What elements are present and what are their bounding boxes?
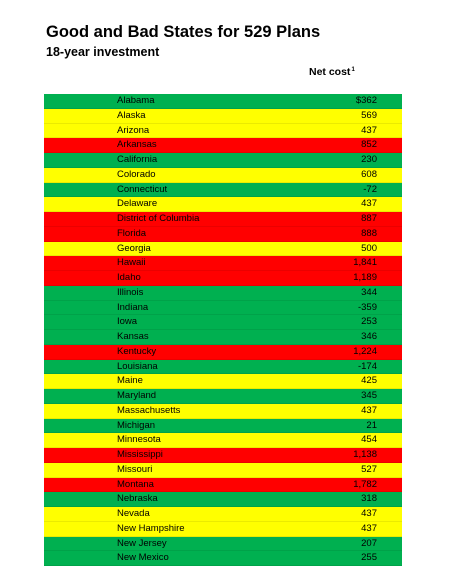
net-cost-cell: 888 xyxy=(361,227,377,239)
page-title: Good and Bad States for 529 Plans xyxy=(46,23,321,41)
net-cost-cell: 437 xyxy=(361,508,377,519)
table-row xyxy=(44,522,402,537)
net-cost-cell: 21 xyxy=(366,419,377,431)
net-cost-cell: 500 xyxy=(361,242,377,254)
state-name-cell: California xyxy=(117,154,158,165)
net-cost-cell: 1,138 xyxy=(353,449,377,460)
net-cost-cell: 608 xyxy=(361,168,377,180)
state-name-cell: Kansas xyxy=(117,331,149,342)
table-row xyxy=(44,109,402,124)
table-row xyxy=(44,301,402,316)
table-row xyxy=(44,330,402,345)
state-name-cell: Maine xyxy=(117,375,143,387)
state-name-cell: Nevada xyxy=(117,508,150,519)
table-row xyxy=(44,271,402,286)
table-row xyxy=(44,419,402,434)
table-row xyxy=(44,138,402,153)
state-name-cell: Idaho xyxy=(117,272,141,283)
net-cost-header-label: Net cost xyxy=(309,66,351,78)
table-row xyxy=(44,124,402,139)
net-cost-cell: 345 xyxy=(361,390,377,401)
net-cost-cell: 437 xyxy=(361,198,377,210)
state-name-cell: Mississippi xyxy=(117,449,163,460)
table-row xyxy=(44,94,402,109)
table-row xyxy=(44,242,402,257)
state-name-cell: Arkansas xyxy=(117,139,157,151)
state-name-cell: Missouri xyxy=(117,463,153,475)
table-row xyxy=(44,168,402,183)
state-name-cell: Illinois xyxy=(117,286,144,298)
net-cost-cell: 346 xyxy=(361,331,377,342)
table-row xyxy=(44,507,402,522)
net-cost-cell: 437 xyxy=(361,124,377,136)
net-cost-cell: 255 xyxy=(361,552,377,564)
table-row xyxy=(44,551,402,566)
net-cost-cell: 569 xyxy=(361,109,377,121)
state-name-cell: Maryland xyxy=(117,390,157,401)
state-name-cell: Georgia xyxy=(117,242,151,254)
state-name-cell: Delaware xyxy=(117,198,158,210)
table-row xyxy=(44,478,402,493)
net-cost-column-header xyxy=(309,66,355,78)
net-cost-cell: 437 xyxy=(361,404,377,416)
state-name-cell: Montana xyxy=(117,478,154,490)
net-cost-cell: 1,782 xyxy=(353,478,377,490)
net-cost-cell: -174 xyxy=(357,360,377,372)
state-name-cell: Louisiana xyxy=(117,360,158,372)
net-cost-cell: 1,841 xyxy=(353,257,377,269)
table-row xyxy=(44,345,402,360)
table-row xyxy=(44,374,402,389)
table-row xyxy=(44,197,402,212)
net-cost-cell: 852 xyxy=(361,139,377,151)
footnote-marker: 1 xyxy=(351,66,355,73)
net-cost-cell: 230 xyxy=(361,154,377,165)
net-cost-cell: -72 xyxy=(363,183,377,195)
net-cost-cell: 425 xyxy=(361,375,377,387)
state-name-cell: Colorado xyxy=(117,168,156,180)
table-row xyxy=(44,227,402,242)
net-cost-cell: 253 xyxy=(361,316,377,328)
state-name-cell: Minnesota xyxy=(117,434,161,446)
net-cost-cell: 454 xyxy=(361,434,377,446)
state-name-cell: Kentucky xyxy=(117,345,157,357)
state-name-cell: Arizona xyxy=(117,124,150,136)
net-cost-cell: $362 xyxy=(355,95,377,106)
net-cost-table xyxy=(44,94,402,566)
state-name-cell: Alaska xyxy=(117,109,146,121)
net-cost-cell: 1,224 xyxy=(353,345,377,357)
state-name-cell: Connecticut xyxy=(117,183,168,195)
state-name-cell: Iowa xyxy=(117,316,138,328)
net-cost-cell: -359 xyxy=(357,301,377,313)
state-name-cell: Nebraska xyxy=(117,493,158,505)
table-row xyxy=(44,389,402,404)
table-row xyxy=(44,537,402,552)
table-row xyxy=(44,360,402,375)
table-row xyxy=(44,404,402,419)
table-row xyxy=(44,315,402,330)
state-name-cell: Michigan xyxy=(117,419,156,431)
table-row xyxy=(44,212,402,227)
table-row xyxy=(44,448,402,463)
net-cost-cell: 887 xyxy=(361,213,377,224)
state-name-cell: Alabama xyxy=(117,95,155,106)
net-cost-cell: 1,189 xyxy=(353,272,377,283)
net-cost-cell: 318 xyxy=(361,493,377,505)
state-name-cell: New Hampshire xyxy=(117,522,185,534)
table-row xyxy=(44,433,402,448)
state-name-cell: New Mexico xyxy=(117,552,169,564)
state-name-cell: Massachusetts xyxy=(117,404,181,416)
table-row xyxy=(44,286,402,301)
net-cost-cell: 344 xyxy=(361,286,377,298)
state-name-cell: Indiana xyxy=(117,301,149,313)
table-row xyxy=(44,153,402,168)
net-cost-cell: 207 xyxy=(361,537,377,549)
state-name-cell: Florida xyxy=(117,227,147,239)
table-row xyxy=(44,492,402,507)
net-cost-cell: 437 xyxy=(361,522,377,534)
table-row xyxy=(44,183,402,198)
table-row xyxy=(44,256,402,271)
table-row xyxy=(44,463,402,478)
state-name-cell: New Jersey xyxy=(117,537,167,549)
state-name-cell: District of Columbia xyxy=(117,213,200,224)
page-subtitle: 18-year investment xyxy=(46,45,160,59)
net-cost-cell: 527 xyxy=(361,463,377,475)
state-name-cell: Hawaii xyxy=(117,257,146,269)
